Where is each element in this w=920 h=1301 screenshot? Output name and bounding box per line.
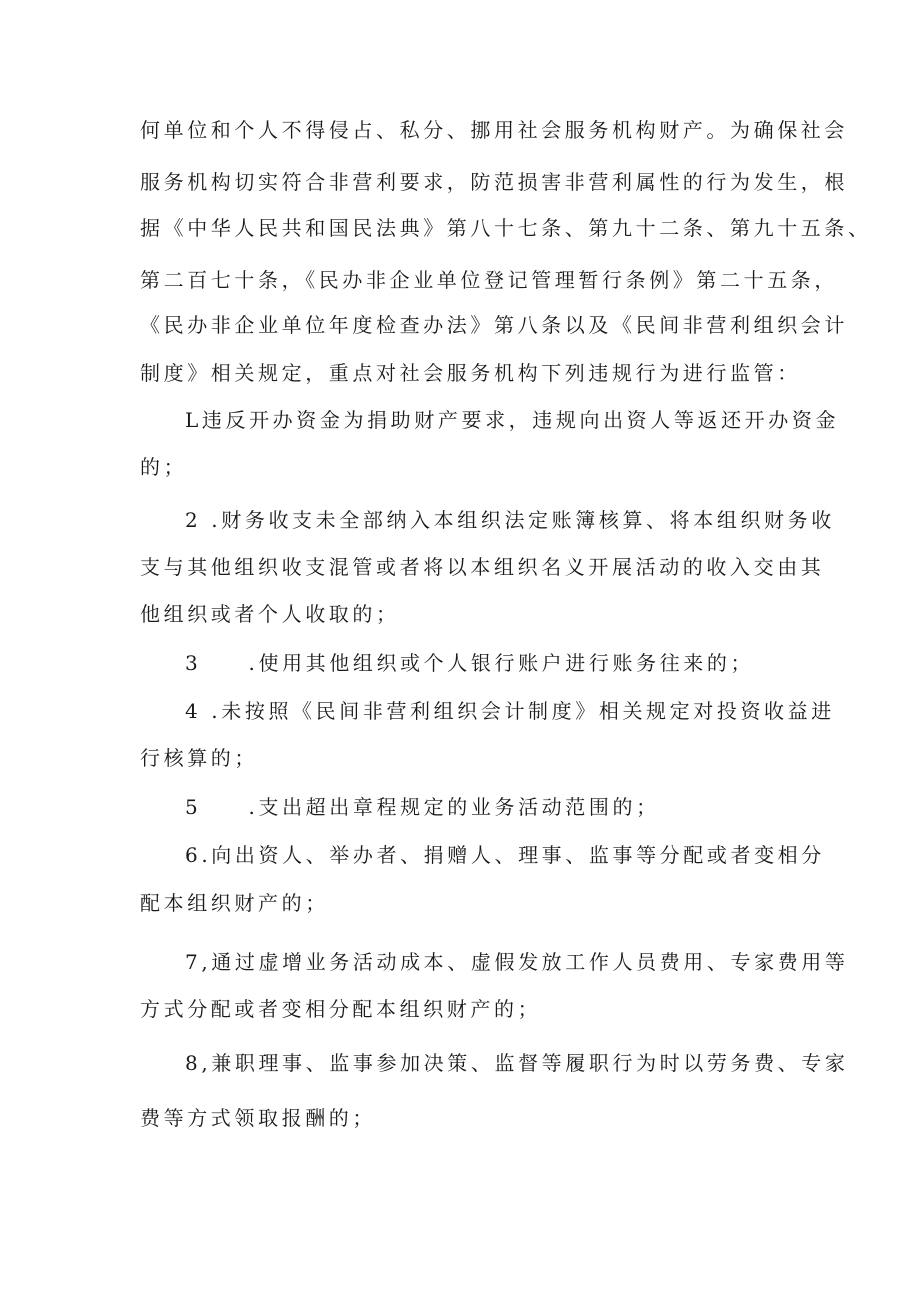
list-item-2-line: 他组织或者个人收取的； <box>140 602 400 626</box>
paragraph-line: 据《中华人民共和国民法典》第八十七条、第九十二条、第九十五条、 <box>140 216 872 240</box>
paragraph-line: 何单位和个人不得侵占、私分、挪用社会服务机构财产。为确保社会 <box>140 118 848 142</box>
paragraph-line: 第二百七十条，《民办非企业单位登记管理暂行条例》第二十五条， <box>140 268 838 292</box>
list-item-7-line: 方式分配或者变相分配本组织财产的； <box>140 997 542 1021</box>
list-item-8-line: 费等方式领取报酬的； <box>140 1106 376 1130</box>
paragraph-line: 制度》相关规定，重点对社会服务机构下列违规行为进行监管： <box>140 361 801 385</box>
list-item-4-line: 4 .未按照《民间非营利组织会计制度》相关规定对投资收益进 <box>185 699 835 723</box>
list-item-5-line: 5 .支出超出章程规定的业务活动范围的； <box>185 795 660 819</box>
list-item-2-line: 支与其他组织收支混管或者将以本组织名义开展活动的收入交由其 <box>140 555 825 579</box>
paragraph-line: 《民办非企业单位年度检查办法》第八条以及《民间非营利组织会计 <box>140 313 848 337</box>
list-item-8-line: 8,兼职理事、监事参加决策、监督等履职行为时以劳务费、专家 <box>185 1051 849 1075</box>
list-item-4-line: 行核算的； <box>140 746 258 770</box>
list-item-3-line: 3 .使用其他组织或个人银行账户进行账务往来的； <box>185 651 755 675</box>
list-item-2-line: 2 .财务收支未全部纳入本组织法定账簿核算、将本组织财务收 <box>185 508 835 532</box>
list-item-7-line: 7,通过虚增业务活动成本、虚假发放工作人员费用、专家费用等 <box>185 950 849 974</box>
list-item-1-line: 的； <box>140 455 188 479</box>
paragraph-line: 服务机构切实符合非营利要求，防范损害非营利属性的行为发生，根 <box>140 170 848 194</box>
list-item-1-line: L违反开办资金为捐助财产要求，违规向出资人等返还开办资金 <box>185 408 840 432</box>
list-item-6-line: 6.向出资人、举办者、捐赠人、理事、监事等分配或者变相分 <box>185 843 825 867</box>
list-item-6-line: 配本组织财产的； <box>140 891 329 915</box>
